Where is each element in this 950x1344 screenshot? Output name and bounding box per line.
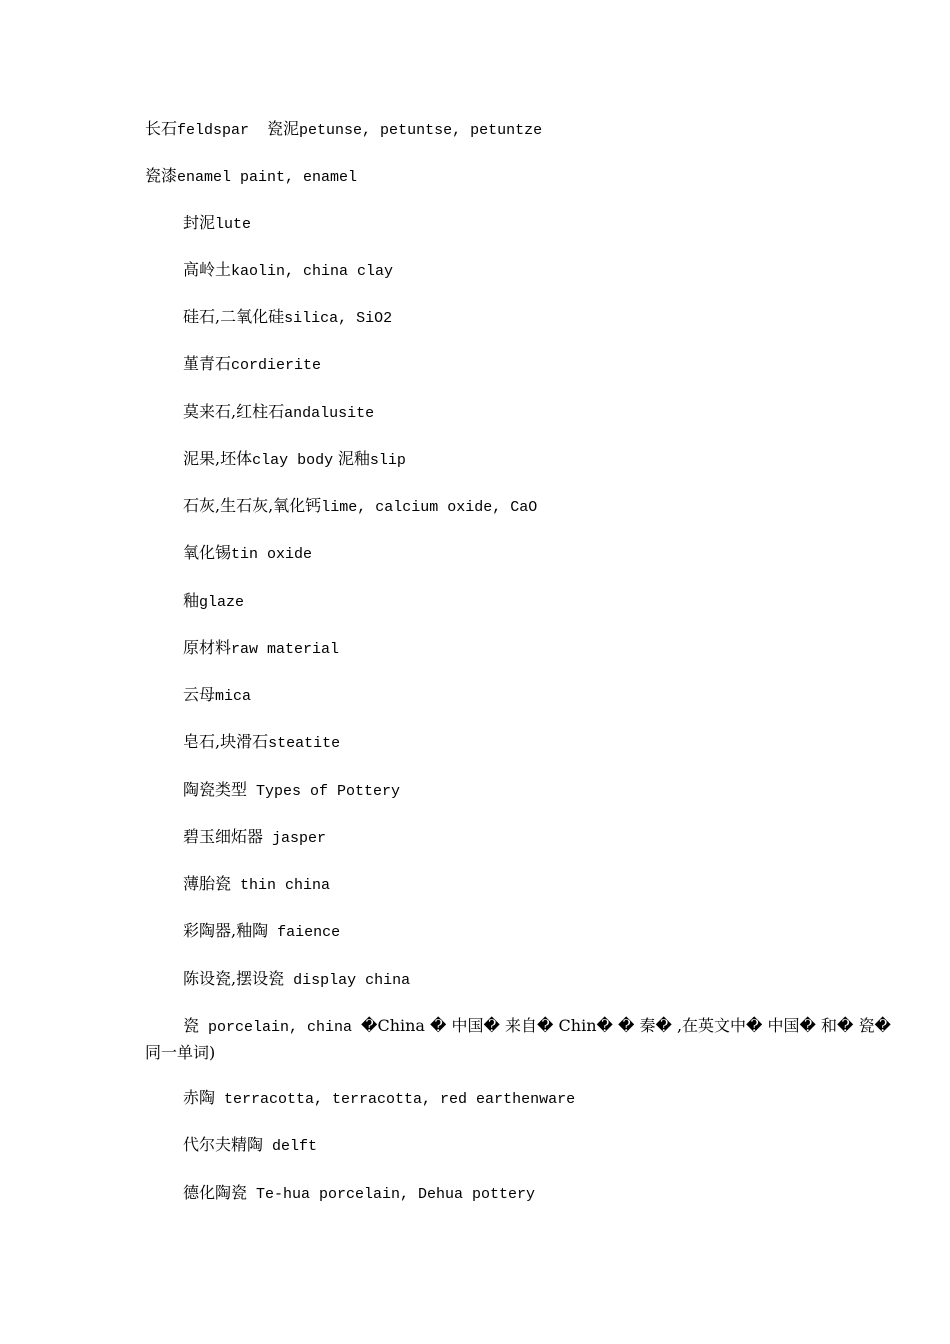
term-chinese: 长石	[145, 119, 178, 138]
entry-thin-china	[183, 870, 863, 899]
entry-porcelain	[183, 1012, 891, 1041]
entry-steatite	[183, 728, 863, 757]
entry-clay-body	[183, 445, 863, 474]
entry-tin-oxide	[183, 539, 863, 568]
term-chinese-2: 泥釉	[337, 449, 370, 468]
term-english: mica	[215, 688, 252, 705]
term-chinese: 赤陶	[183, 1088, 216, 1107]
term-english: lute	[215, 216, 252, 233]
entry-andalusite	[183, 398, 863, 427]
entry-cordierite	[183, 350, 863, 379]
entry-mica	[183, 681, 863, 710]
term-chinese: 堇青石	[183, 354, 232, 373]
term-chinese: 莫来石,红柱石	[183, 402, 285, 421]
term-chinese: 彩陶器,釉陶	[183, 921, 269, 940]
entry-dehua	[183, 1179, 863, 1208]
entry-display-china	[183, 965, 863, 994]
term-english: faience	[268, 924, 341, 941]
term-note-continued: 同一单词)	[145, 1043, 216, 1062]
term-chinese: 代尔夫精陶	[183, 1135, 264, 1154]
term-english: thin china	[231, 877, 331, 894]
term-english: clay body	[252, 452, 334, 469]
term-english: Types of Pottery	[247, 783, 401, 800]
term-english: lime, calcium oxide, CaO	[321, 499, 538, 516]
term-chinese: 薄胎瓷	[183, 874, 232, 893]
entry-delft	[183, 1131, 863, 1160]
entry-silica	[183, 303, 863, 332]
term-chinese: 封泥	[183, 213, 216, 232]
entry-kaolin	[183, 256, 863, 285]
term-note: �China � 中国� 来自� Chin� � 秦� ,在英文中� 中国� 和� 瓷�	[361, 1016, 891, 1035]
entry-raw-material	[183, 634, 863, 663]
entry-glaze	[183, 587, 863, 616]
entry-faience	[183, 917, 863, 946]
entry-lute	[183, 209, 863, 238]
term-chinese: 原材料	[183, 638, 232, 657]
term-english: steatite	[268, 735, 341, 752]
term-english: Te-hua porcelain, Dehua pottery	[247, 1186, 536, 1203]
term-english-2: slip	[369, 452, 406, 469]
term-english: enamel paint, enamel	[177, 169, 358, 186]
term-english: cordierite	[231, 357, 322, 374]
entry-terracotta	[183, 1084, 863, 1113]
term-english: jasper	[263, 830, 327, 847]
entry-jasper	[183, 823, 863, 852]
term-english: display china	[284, 972, 411, 989]
term-chinese: 石灰,生石灰,氧化钙	[183, 496, 322, 515]
term-english: raw material	[231, 641, 340, 658]
term-chinese: 高岭土	[183, 260, 232, 279]
term-chinese: 氧化锡	[183, 543, 232, 562]
term-english: delft	[263, 1138, 318, 1155]
term-english: kaolin, china clay	[231, 263, 394, 280]
entry-porcelain-continued	[145, 1039, 825, 1067]
term-chinese: 釉	[183, 591, 200, 610]
term-chinese: 陈设瓷,摆设瓷	[183, 969, 285, 988]
term-english: feldspar	[177, 122, 250, 139]
entry-feldspar	[145, 115, 825, 144]
term-english: porcelain, china	[199, 1019, 362, 1036]
term-chinese: 硅石,二氧化硅	[183, 307, 285, 326]
term-english: tin oxide	[231, 546, 313, 563]
term-chinese: 泥果,坯体	[183, 449, 253, 468]
term-english: terracotta, terracotta, red earthenware	[215, 1091, 576, 1108]
term-chinese: 瓷漆	[145, 166, 178, 185]
term-chinese-2: 瓷泥	[267, 119, 300, 138]
term-chinese: 瓷	[183, 1016, 200, 1035]
term-english: silica, SiO2	[284, 310, 393, 327]
term-chinese: 皂石,块滑石	[183, 732, 269, 751]
term-english: andalusite	[284, 405, 375, 422]
entry-enamel	[145, 162, 825, 191]
term-english-2: petunse, petuntse, petuntze	[299, 122, 543, 139]
term-english: glaze	[199, 594, 245, 611]
term-chinese: 碧玉细炻器	[183, 827, 264, 846]
entry-lime	[183, 492, 863, 521]
term-chinese: 云母	[183, 685, 216, 704]
entry-types-of-pottery	[183, 776, 863, 805]
term-chinese: 德化陶瓷	[183, 1183, 248, 1202]
term-chinese: 陶瓷类型	[183, 780, 248, 799]
